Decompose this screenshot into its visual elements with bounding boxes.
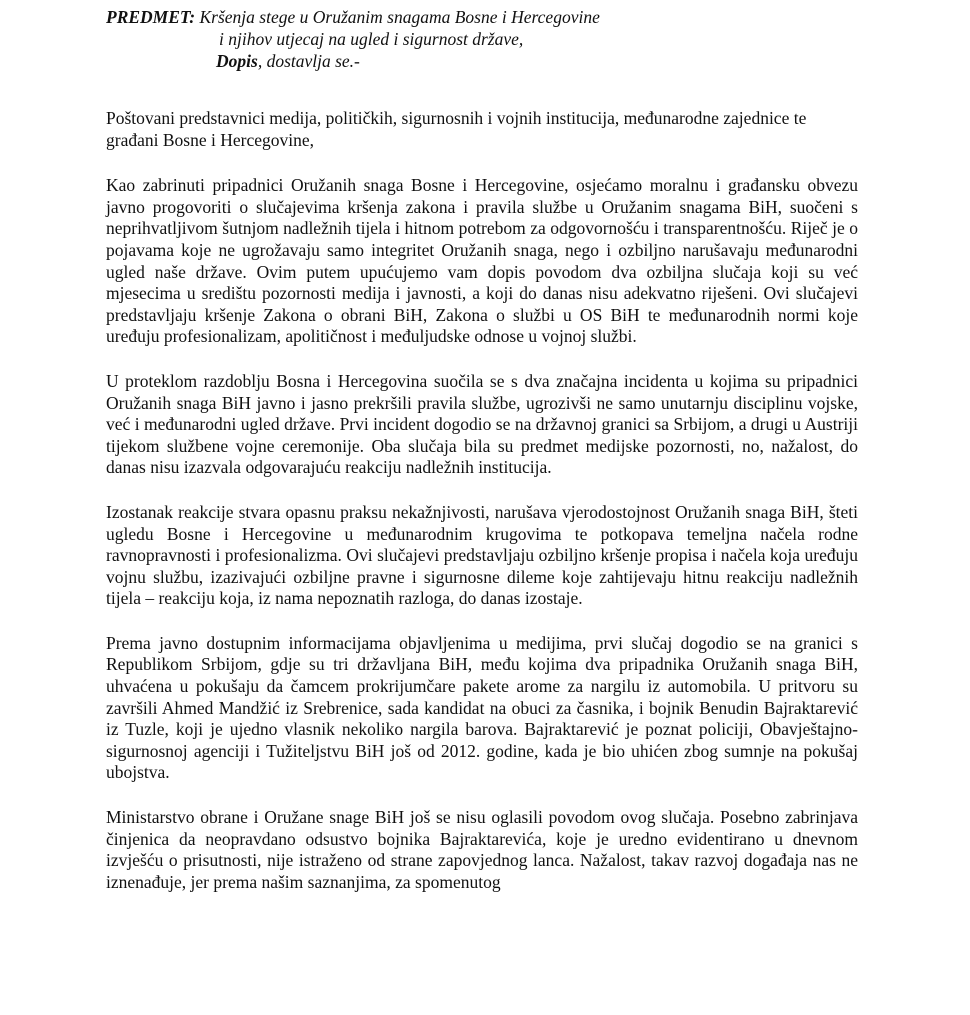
- body-paragraph-3: Izostanak reakcije stvara opasnu praksu nekažnjivosti, narušava vjerodostojnost Oružanih snaga BiH, šteti ugledu Bosne i Hercegovine u međunarodnim krugovima te potkopava temeljna načela rodne ravnopravnosti i profesionalizma. Ovi slučajevi predstavljaju ozbiljno kršenje propisa i načela koja uređuju vojnu službu, izazivajući ozbiljne pravne i sigurnosne dileme koje zahtijevaju hitnu reakciju nadležnih tijela – reakciju koja, iz nama nepoznatih razloga, do danas izostaje.: [106, 501, 858, 609]
- letter-page: [106, 6, 858, 916]
- body-paragraph-5: Ministarstvo obrane i Oružane snage BiH još se nisu oglasili povodom ovog slučaja. Posebno zabrinjava činjenica da neopravdano odsustvo bojnika Bajraktarevića, koje je uredno evidentirano u dnevnom izvješću o prisutnosti, nije istraženo od strane zapovjednog lanca. Nažalost, takav razvoj događaja nas ne iznenađuje, jer prema našim saznanjima, za spomenutog: [106, 807, 858, 892]
- subject-block: [106, 6, 858, 72]
- subject-line-1: [106, 6, 858, 28]
- subject-line-2: i njihov utjecaj na ugled i sigurnost države,: [219, 29, 524, 49]
- subject-text-1: Kršenja stege u Oružanim snagama Bosne i Hercegovine: [199, 7, 600, 27]
- body-paragraph-2: U proteklom razdoblju Bosna i Hercegovina suočila se s dva značajna incidenta u kojima su pripadnici Oružanih snaga BiH javno i jasno prekršili pravila službe, ugrozivši ne samo unutarnju disciplinu vojske, već i međunarodni ugled države. Prvi incident dogodio se na državnoj granici sa Srbijom, a drugi u Austriji tijekom službene vojne ceremonije. Oba slučaja bila su predmet medijske pozornosti, no, nažalost, do danas nisu izazvala odgovarajuću reakciju nadležnih institucija.: [106, 370, 858, 478]
- subject-line-3: [106, 50, 858, 72]
- salutation: Poštovani predstavnici medija, političkih, sigurnosnih i vojnih institucija, međunarodne zajednice te građani Bosne i Hercegovine,: [106, 108, 807, 150]
- subject-label: PREDMET:: [106, 7, 196, 27]
- body-paragraph-4: Prema javno dostupnim informacijama objavljenima u medijima, prvi slučaj dogodio se na granici s Republikom Srbijom, gdje su tri državljana BiH, među kojima dva pripadnika Oružanih snaga BiH, uhvaćena u pokušaju da čamcem prokrijumčare pakete arome za nargilu iz automobila. U pritvoru su završili Ahmed Mandžić iz Srebrenice, sada kandidat na obuci za časnika, i bojnik Benudin Bajraktarević iz Tuzle, koji je ujedno vlasnik nekoliko nargila barova. Bajraktarević je poznat policiji, Obavještajno-sigurnosnoj agenciji i Tužiteljstvu BiH još od 2012. godine, kada je bio uhićen zbog sumnje na pokušaj ubojstva.: [106, 632, 858, 783]
- body-paragraph-1: Kao zabrinuti pripadnici Oružanih snaga Bosne i Hercegovine, osjećamo moralnu i građansku obvezu javno progovoriti o slučajevima kršenja zakona i pravila službe u Oružanim snagama BiH, suočeni s neprihvatljivom šutnjom nadležnih tijela i hitnom potrebom za odgovornošću i transparentnošću. Riječ je o pojavama koje ne ugrožavaju samo integritet Oružanih snaga, nego i ozbiljno narušavaju međunarodni ugled naše države. Ovim putem upućujemo vam dopis povodom dva ozbiljna slučaja koji su već mjesecima u središtu pozornosti medija i javnosti, a koji do danas nisu adekvatno riješeni. Ovi slučajevi predstavljaju kršenje Zakona o obrani BiH, Zakona o službi u OS BiH te međunarodnih normi koje uređuju profesionalizam, apolitičnost i međuljudske odnose u vojnoj službi.: [106, 175, 858, 347]
- dopis-rest: , dostavlja se.-: [257, 51, 360, 71]
- dopis-label: Dopis: [216, 51, 258, 71]
